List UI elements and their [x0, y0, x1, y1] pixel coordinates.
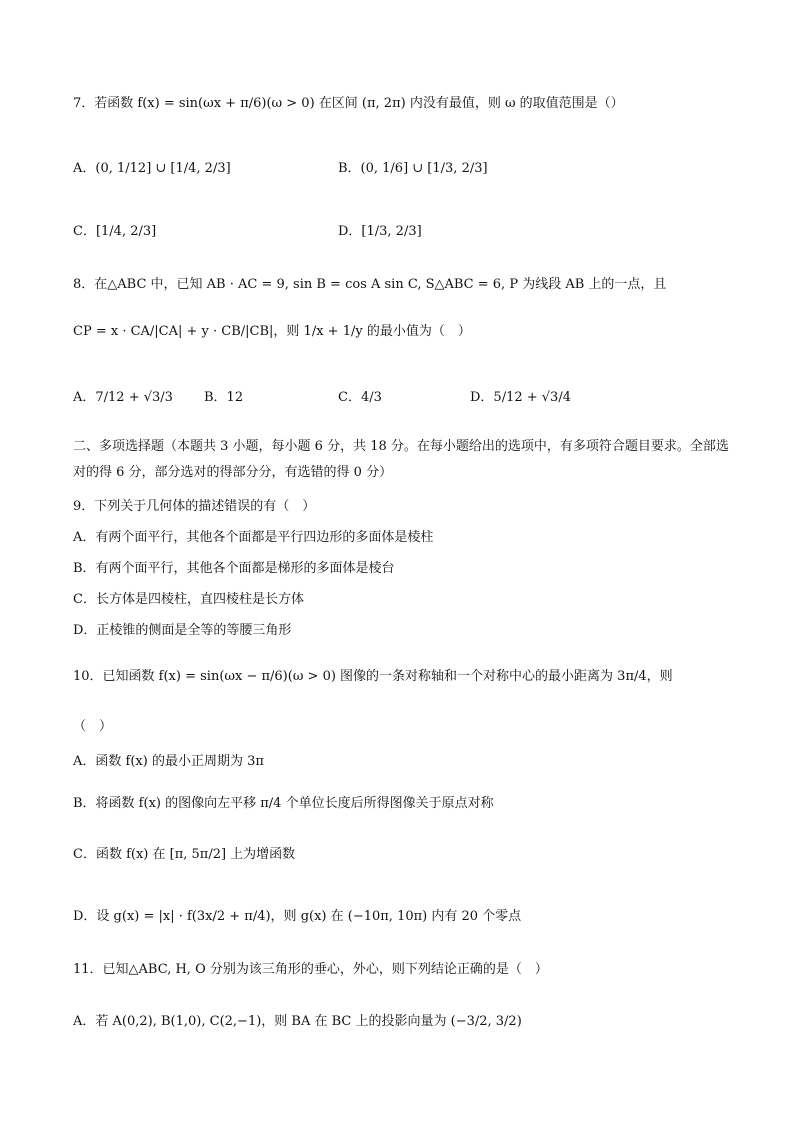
section2-heading: 二、多项选择题（本题共 3 小题，每小题 6 分，共 18 分。在每小题给出的选项中，有多项符合题目要求。全部选对的得 6 分，部分选对的得部分分，有选错的得 0 分）: [73, 439, 729, 480]
q10-option-b: B．将函数 f(x) 的图像向左平移 π/4 个单位长度后所得图像关于原点对称: [73, 796, 494, 811]
q8-stem-line2: CP = x · CA/|CA| + y · CB/|CB|，则 1/x + 1/y 的最小值为（ ）: [73, 324, 471, 339]
q8-stem-line1: 8．在△ABC 中，已知 AB · AC = 9, sin B = cos A sin C, S△ABC = 6, P 为线段 AB 上的一点，且: [73, 277, 667, 292]
q11-option-a: A．若 A(0,2), B(1,0), C(2,−1)，则 BA 在 BC 上的投影向量为 (−3/2, 3/2): [73, 1014, 522, 1029]
q10-paren: （ ）: [73, 719, 113, 734]
q9-option-c: C．长方体是四棱柱，直四棱柱是长方体: [73, 592, 304, 607]
q10-option-a: A．函数 f(x) 的最小正周期为 3π: [73, 754, 264, 769]
q11-stem: 11．已知△ABC, H, O 分别为该三角形的垂心，外心，则下列结论正确的是（ ）: [73, 962, 548, 977]
q8-option-a: A．7/12 + √3/3: [73, 390, 173, 405]
q10-option-d: D．设 g(x) = |x| · f(3x/2 + π/4)，则 g(x) 在 (−10π, 10π) 内有 20 个零点: [73, 909, 522, 924]
q9-option-d: D．正棱锥的侧面是全等的等腰三角形: [73, 623, 292, 638]
q7-option-d: D．[1/3, 2/3]: [338, 224, 422, 239]
q10-option-c: C．函数 f(x) 在 [π, 5π/2] 上为增函数: [73, 847, 296, 862]
q10-stem: 10．已知函数 f(x) = sin(ωx − π/6)(ω > 0) 图像的一条对称轴和一个对称中心的最小距离为 3π/4，则: [73, 669, 673, 684]
q8-option-d: D．5/12 + √3/4: [470, 390, 571, 405]
q9-option-a: A．有两个面平行，其他各个面都是平行四边形的多面体是棱柱: [73, 530, 434, 545]
q9-option-b: B．有两个面平行，其他各个面都是梯形的多面体是棱台: [73, 561, 395, 576]
q9-stem: 9．下列关于几何体的描述错误的有（ ）: [73, 499, 316, 514]
q7-option-a: A．(0, 1/12] ∪ [1/4, 2/3]: [73, 161, 231, 176]
q8-option-b: B．12: [204, 390, 244, 405]
q8-option-c: C．4/3: [338, 390, 382, 405]
q7-option-c: C．[1/4, 2/3]: [73, 224, 157, 239]
q7-option-b: B．(0, 1/6] ∪ [1/3, 2/3]: [338, 161, 488, 176]
q7-stem: 7．若函数 f(x) = sin(ωx + π/6)(ω > 0) 在区间 (π, 2π) 内没有最值，则 ω 的取值范围是（）: [73, 96, 624, 111]
